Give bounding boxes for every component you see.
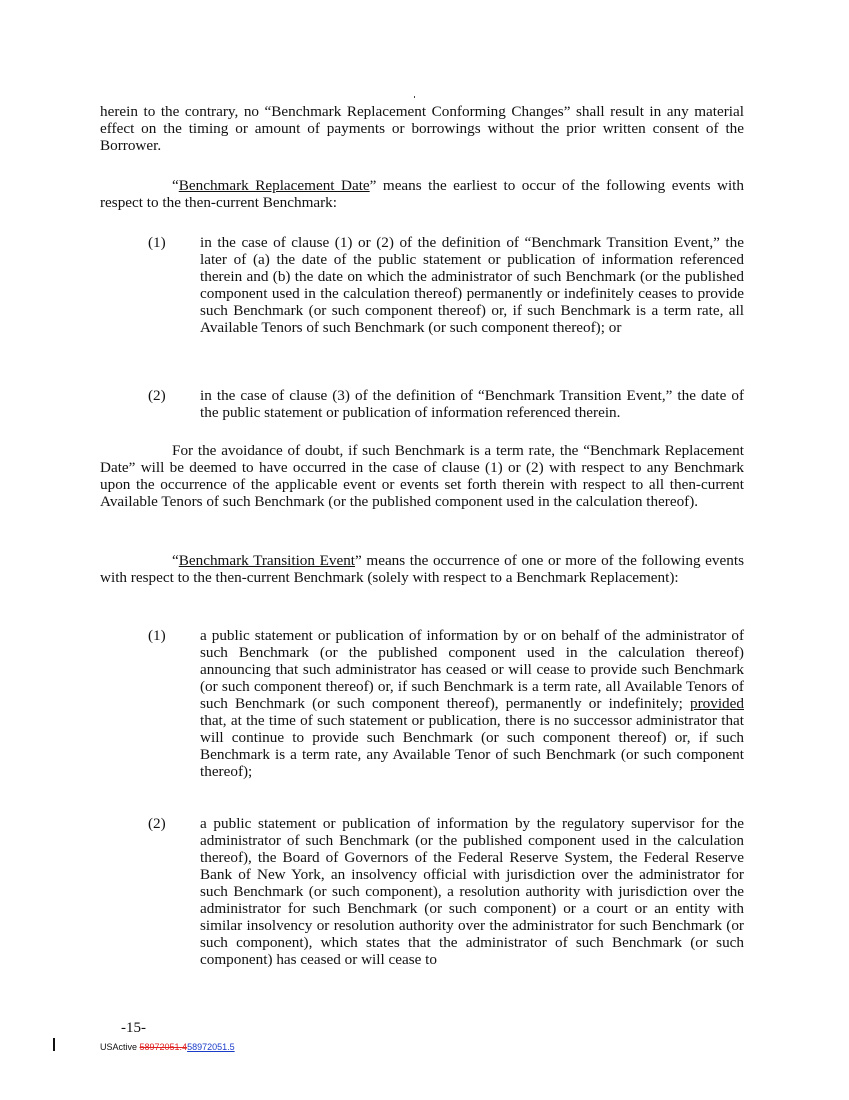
item-number: (2) [148, 815, 166, 832]
page-number: -15- [121, 1020, 146, 1036]
list-item [148, 627, 744, 780]
item-text: a public statement or publication of information by or on behalf of the administrator of such Benchmark (or the published component used in the calculation thereof) announcing that such administrator has ceased or will cease to provide such Benchmark (or such component thereof) or, if such Benchmark is a term rate, all Available Tenors of such Benchmark (or such component thereof), permanently or indefinitely; provided that, at the time of such statement or publication, there is no successor administrator that will continue to provide such Benchmark (or such component thereof) or, if such Benchmark is a term rate, any Available Tenor of such Benchmark (or such component thereof); [200, 627, 744, 780]
definition-benchmark-replacement-date: “Benchmark Replacement Date” means the earliest to occur of the following events with respect to the then-current Benchmark: [100, 177, 744, 211]
defined-term: Benchmark Replacement Date [178, 177, 370, 194]
defined-term: Benchmark Transition Event [178, 552, 356, 569]
item-text: a public statement or publication of information by the regulatory supervisor for the administrator of such Benchmark (or the published component used in the calculation thereof), the Board of Governors of the Federal Reserve System, the Federal Reserve Bank of New York, an insolvency official with jurisdiction over the administrator for such Benchmark (or such component), a resolution authority with jurisdiction over the administrator for such Benchmark (or such component) or a court or an entity with similar insolvency or resolution authority over the administrator for such Benchmark (or such component), which states that the administrator of such Benchmark (or such component) has ceased or will cease to [200, 815, 744, 968]
paragraph-continuation: herein to the contrary, no “Benchmark Replacement Conforming Changes” shall result in any material effect on the timing or amount of payments or borrowings without the prior written consent of the Borrower. [100, 103, 744, 154]
list-item [148, 815, 744, 968]
stray-mark [414, 96, 415, 98]
item-number: (2) [148, 387, 166, 404]
item-text: in the case of clause (3) of the definition of “Benchmark Transition Event,” the date of the public statement or publication of information referenced therein. [200, 387, 744, 421]
list-item [148, 387, 744, 421]
definition-benchmark-transition-event: “Benchmark Transition Event” means the occurrence of one or more of the following events with respect to the then-current Benchmark (solely with respect to a Benchmark Replacement): [100, 552, 744, 586]
inserted-doc-number: 58972051.5 [187, 1042, 235, 1052]
list-item [148, 234, 744, 336]
item-number: (1) [148, 234, 166, 251]
document-id: USActive 58972051.458972051.5 [100, 1042, 235, 1052]
deleted-doc-number: 58972051.4 [139, 1042, 188, 1052]
item-text: in the case of clause (1) or (2) of the definition of “Benchmark Transition Event,” the later of (a) the date of the public statement or publication of information referenced therein and (b) the date on which the administrator of such Benchmark (or the published component used in the calculation thereof) permanently or indefinitely ceases to provide such Benchmark (or such component thereof) or, if such Benchmark is a term rate, all Available Tenors of such Benchmark (or such component thereof); or [200, 234, 744, 336]
change-bar [53, 1038, 55, 1051]
item-number: (1) [148, 627, 166, 644]
paragraph-avoidance-of-doubt: For the avoidance of doubt, if such Benchmark is a term rate, the “Benchmark Replacement Date” will be deemed to have occurred in the case of clause (1) or (2) with respect to any Benchmark upon the occurrence of the applicable event or events set forth therein with respect to all then-current Available Tenors of such Benchmark (or the published component used in the calculation thereof). [100, 442, 744, 510]
